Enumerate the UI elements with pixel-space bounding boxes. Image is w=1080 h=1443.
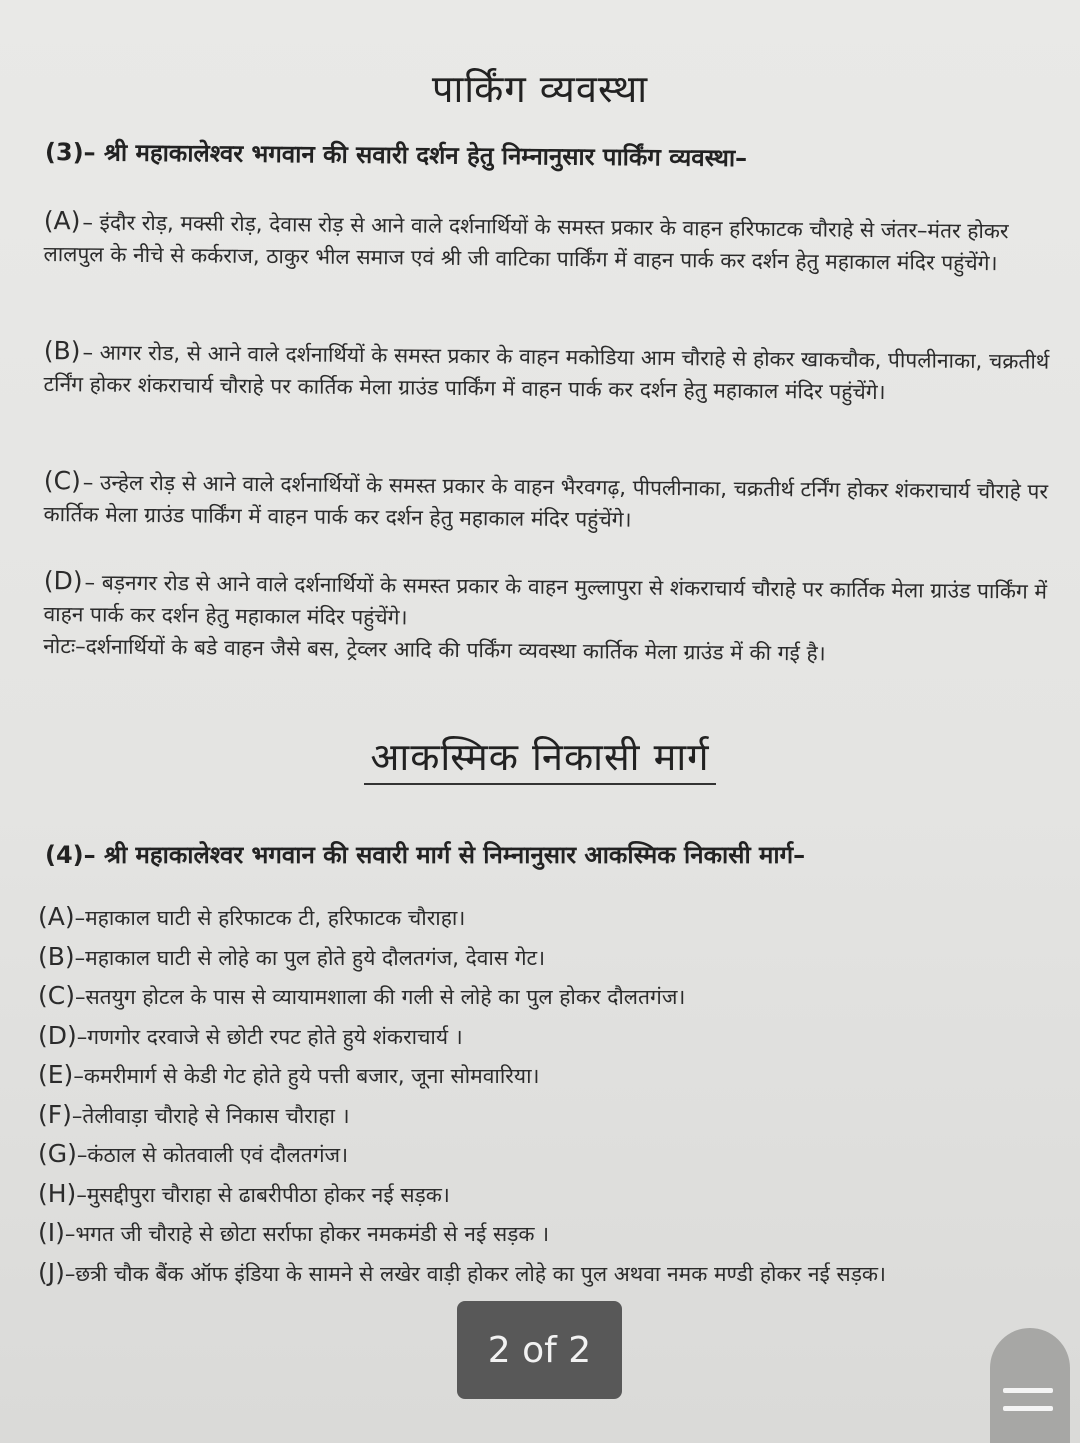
item-text: – इंदौर रोड़, मक्सी रोड़, देवास रोड़ से आने वाले दर्शनार्थियों के समस्त प्रकार के वाहन हरिफाटक चौराहे से जंतर–मंतर होकर लालपुल के नीचे से कर्कराज, ठाकुर भील समाज एवं श्री जी वाटिका पार्किंग में वाहन पार्क कर दर्शन हेतु महाकाल मंदिर पहुंचेंगे। <box>43 210 1009 276</box>
item-label: (B) <box>43 335 81 366</box>
item-label: (D) <box>38 1020 77 1050</box>
item-text: –कंठाल से कोतवाली एवं दौलतगंज। <box>76 1143 349 1167</box>
item-label: (G) <box>38 1139 77 1168</box>
item-label: (C) <box>38 981 75 1010</box>
list-item <box>38 938 1048 978</box>
item-text: – उन्हेल रोड़ से आने वाले दर्शनार्थियों के समस्त प्रकार के वाहन भैरवगढ़, पीपलीनाका, चक्रतीर्थ टर्निंग होकर शंकराचार्य चौराहे पर कार्तिक मेला ग्राउंड पार्किंग में वाहन पार्क कर दर्शन हेतु महाकाल मंदिर पहुंचेंगे। <box>43 470 1049 532</box>
item-text: – बड़नगर रोड से आने वाले दर्शनार्थियों के समस्त प्रकार के वाहन मुल्लापुरा से शंकराचार्य चौराहे पर कार्तिक मेला ग्राउंड पार्किंग में वाहन पार्क कर दर्शन हेतु महाकाल मंदिर पहुंचेंगे। <box>43 570 1048 630</box>
item-text: –मुसद्दीपुरा चौराहा से ढाबरीपीठा होकर नई सड़क। <box>76 1182 450 1207</box>
item-label: (H) <box>38 1178 77 1208</box>
list-item <box>38 1096 1048 1136</box>
item-label: (I) <box>38 1218 65 1247</box>
item-label: (C) <box>43 465 81 496</box>
page-indicator: 2 of 2 <box>457 1301 622 1399</box>
item-text: –छत्री चौक बैंक ऑफ इंडिया के सामने से लखेर वाड़ी होकर लोहे का पुल अथवा नमक मण्डी होकर नई सड़क। <box>64 1261 887 1286</box>
hamburger-menu-icon <box>1003 1388 1053 1393</box>
exit-routes-list <box>38 898 1048 1289</box>
section-3-title: (3)– श्री महाकालेश्वर भगवान की सवारी दर्शन हेतु निम्नानुसार पार्किंग व्यवस्था– <box>44 138 748 173</box>
item-text: –सतयुग होटल के पास से व्यायामशाला की गली से लोहे का पुल होकर दौलतगंज। <box>74 985 686 1009</box>
list-item <box>38 1214 1048 1254</box>
parking-item-c <box>43 465 1054 540</box>
parking-item-b <box>43 335 1054 410</box>
list-item <box>38 1135 1048 1175</box>
item-text: – आगर रोड, से आने वाले दर्शनार्थियों के समस्त प्रकार के वाहन मकोडिया आम चौराहे से होकर खाकचौक, पीपलीनाका, चक्रतीर्थ टर्निंग होकर शंकराचार्य चौराहे पर कार्तिक मेला ग्राउंड पार्किंग में वाहन पार्क कर दर्शन हेतु महाकाल मंदिर पहुंचेंगे। <box>43 340 1050 405</box>
item-text: –महाकाल घाटी से लोहे का पुल होते हुये दौलतगंज, देवास गेट। <box>74 945 546 970</box>
heading-exit-text: आकस्मिक निकासी मार्ग <box>364 735 715 785</box>
menu-button[interactable] <box>990 1328 1070 1443</box>
list-item <box>38 977 1048 1017</box>
parking-item-d <box>43 565 1054 672</box>
list-item <box>38 1056 1048 1096</box>
parking-note: नोटः–दर्शनार्थियों के बडे वाहन जैसे बस, ट्रेव्लर आदि की पर्किंग व्यवस्था कार्तिक मेला ग्राउंड में की गई है। <box>43 633 826 666</box>
item-text: –कमरीमार्ग से केडी गेट होते हुये पत्ती बजार, जूना सोमवारिया। <box>73 1064 540 1088</box>
item-text: –महाकाल घाटी से हरिफाटक टी, हरिफाटक चौराहा। <box>74 906 466 930</box>
item-label: (E) <box>38 1060 74 1089</box>
heading-emergency-exit <box>0 730 1080 782</box>
list-item <box>38 1175 1048 1215</box>
item-label: (F) <box>38 1099 72 1129</box>
item-label: (A) <box>38 902 75 931</box>
list-item <box>38 1258 1048 1289</box>
section-4-title: (4)– श्री महाकालेश्वर भगवान की सवारी मार्ग से निम्नानुसार आकस्मिक निकासी मार्ग– <box>45 841 806 869</box>
item-text: –तेलीवाड़ा चौराहे से निकास चौराहा । <box>71 1103 350 1128</box>
item-label: (B) <box>38 941 75 971</box>
hamburger-menu-icon-line <box>1003 1406 1053 1411</box>
parking-item-a <box>43 205 1054 280</box>
heading-parking: पार्किंग व्यवस्था <box>431 67 649 111</box>
list-item <box>38 898 1048 938</box>
item-label: (D) <box>43 565 83 596</box>
item-label: (J) <box>38 1257 65 1287</box>
list-item <box>38 1017 1048 1057</box>
item-label: (A) <box>43 205 81 236</box>
item-text: –गणगोर दरवाजे से छोटी रपट होते हुये शंकराचार्य । <box>76 1024 463 1049</box>
item-text: –भगत जी चौराहे से छोटा सर्राफा होकर नमकमंडी से नई सड़क । <box>64 1222 550 1246</box>
